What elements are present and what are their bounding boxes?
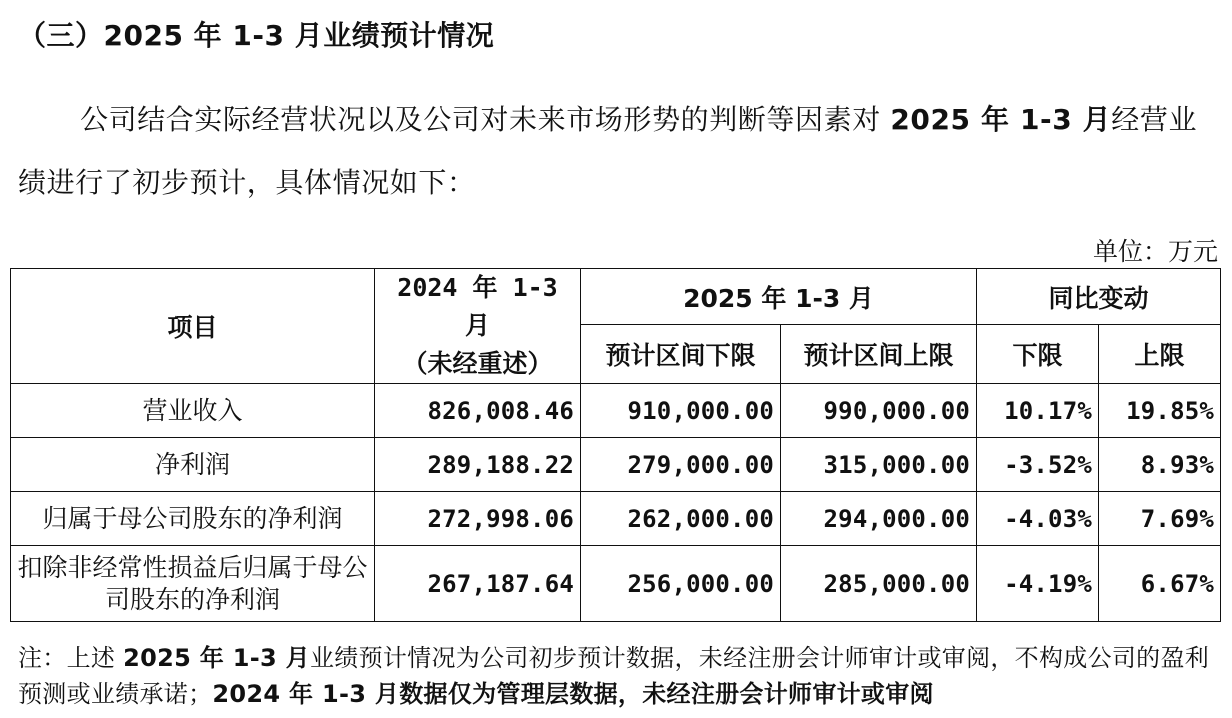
table-header-row xyxy=(11,269,1221,325)
row-item: 营业收入 xyxy=(11,384,375,438)
note-bold-tail: 2024 年 1-3 月数据仅为管理层数据，未经注册会计师审计或审阅 xyxy=(212,680,934,708)
header-upper-bound: 预计区间上限 xyxy=(781,325,977,384)
header-prior-line1: 2024 年 1-3 月 xyxy=(397,273,558,340)
row-change-lower: -3.52% xyxy=(977,438,1099,492)
row-change-lower: -4.03% xyxy=(977,492,1099,546)
unit-label: 单位：万元 xyxy=(1092,237,1218,266)
header-change-upper: 上限 xyxy=(1099,325,1221,384)
row-lower: 262,000.00 xyxy=(581,492,781,546)
row-item: 净利润 xyxy=(11,438,375,492)
row-change-upper: 8.93% xyxy=(1099,438,1221,492)
row-change-lower: -4.19% xyxy=(977,546,1099,622)
header-current-period: 2025 年 1-3 月 xyxy=(581,269,977,325)
header-yoy-change: 同比变动 xyxy=(977,269,1221,325)
intro-tail: 经营业绩进行了初步预计，具体情况如下： xyxy=(18,103,1198,199)
row-lower: 256,000.00 xyxy=(581,546,781,622)
row-prior: 267,187.64 xyxy=(375,546,581,622)
performance-forecast-table xyxy=(10,268,1221,622)
intro-paragraph xyxy=(18,88,1223,214)
row-change-lower: 10.17% xyxy=(977,384,1099,438)
intro-period: 2025 年 1-3 月 xyxy=(890,103,1112,136)
table-row xyxy=(11,492,1221,546)
row-upper: 315,000.00 xyxy=(781,438,977,492)
header-prior-line2: （未经重述） xyxy=(402,349,553,378)
section-title: （三）2025 年 1-3 月业绩预计情况 xyxy=(18,19,495,52)
table-row xyxy=(11,384,1221,438)
note-middle: 业绩预计情况为公司初步预计数据，未经注册会计师审计或审阅，不构成公司的盈利预测或业绩承诺； xyxy=(18,644,1210,708)
header-change-lower: 下限 xyxy=(977,325,1099,384)
header-item: 项目 xyxy=(11,269,375,384)
row-item: 扣除非经常性损益后归属于母公司股东的净利润 xyxy=(11,546,375,622)
row-lower: 279,000.00 xyxy=(581,438,781,492)
row-item: 归属于母公司股东的净利润 xyxy=(11,492,375,546)
header-prior-period xyxy=(375,269,581,384)
row-change-upper: 6.67% xyxy=(1099,546,1221,622)
row-upper: 990,000.00 xyxy=(781,384,977,438)
row-upper: 294,000.00 xyxy=(781,492,977,546)
intro-lead: 公司结合实际经营状况以及公司对未来市场形势的判断等因素对 xyxy=(80,103,891,136)
table-row xyxy=(11,546,1221,622)
footnote xyxy=(18,640,1223,712)
row-lower: 910,000.00 xyxy=(581,384,781,438)
row-prior: 289,188.22 xyxy=(375,438,581,492)
row-change-upper: 7.69% xyxy=(1099,492,1221,546)
note-prefix: 注：上述 xyxy=(18,644,124,672)
row-change-upper: 19.85% xyxy=(1099,384,1221,438)
header-lower-bound: 预计区间下限 xyxy=(581,325,781,384)
table-row xyxy=(11,438,1221,492)
row-prior: 826,008.46 xyxy=(375,384,581,438)
note-period: 2025 年 1-3 月 xyxy=(123,644,310,672)
row-prior: 272,998.06 xyxy=(375,492,581,546)
row-upper: 285,000.00 xyxy=(781,546,977,622)
